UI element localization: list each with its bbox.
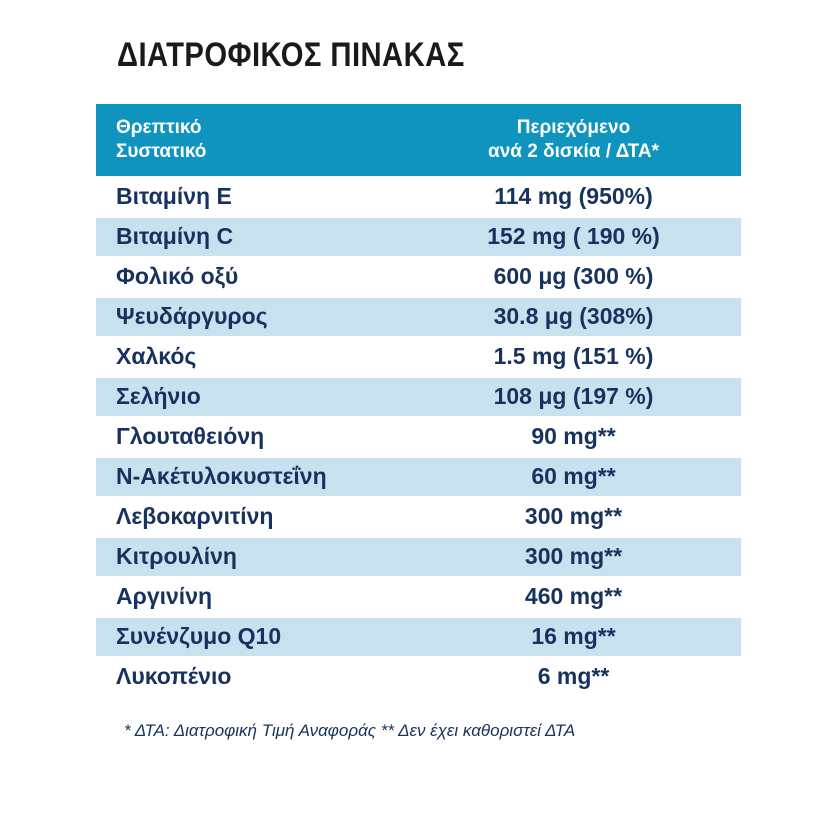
nutrient-value: 114 mg (950%) (494, 183, 653, 210)
table-row (96, 618, 741, 656)
header-content-line1: Περιεχόμενο (516, 117, 631, 138)
table-row (96, 498, 741, 536)
nutrient-name: Βιταμίνη C (116, 223, 234, 250)
table-row (96, 338, 741, 376)
nutrient-name: Κιτρουλίνη (116, 543, 237, 570)
nutrient-value: 300 mg** (524, 503, 623, 530)
nutrient-name: Φολικό οξύ (116, 263, 239, 290)
nutrient-value: 1.5 mg (151 %) (493, 343, 654, 370)
nutrient-value: 108 μg (197 %) (493, 383, 654, 410)
nutrient-name: Ν-Ακέτυλοκυστεΐνη (116, 463, 327, 490)
page-title: ΔΙΑΤΡΟΦΙΚΟΣ ΠΙΝΑΚΑΣ (117, 36, 465, 74)
table-row (96, 298, 741, 336)
nutrient-value: 16 mg** (531, 623, 616, 650)
nutrition-table (96, 104, 741, 698)
header-nutrient (96, 104, 416, 176)
header-content (416, 104, 741, 176)
table-body (96, 178, 741, 696)
nutrient-name: Σελήνιο (116, 383, 201, 410)
header-content-line2: ανά 2 δισκία / ΔΤΑ* (488, 141, 659, 162)
nutrient-name: Γλουταθειόνη (116, 423, 265, 450)
table-row (96, 658, 741, 696)
nutrient-value: 60 mg** (531, 463, 616, 490)
table-row (96, 258, 741, 296)
table-row (96, 578, 741, 616)
nutrient-value: 600 μg (300 %) (493, 263, 654, 290)
nutrient-value: 6 mg** (537, 663, 610, 690)
table-row (96, 178, 741, 216)
nutrient-value: 300 mg** (524, 543, 623, 570)
footnote: * ΔΤΑ: Διατροφική Τιμή Αναφοράς ** Δεν έχει καθοριστεί ΔΤΑ (124, 721, 576, 740)
nutrient-value: 460 mg** (524, 583, 623, 610)
table-row (96, 538, 741, 576)
table-row (96, 458, 741, 496)
nutrient-name: Βιταμίνη Ε (116, 183, 232, 210)
nutrient-value: 30.8 μg (308%) (493, 303, 654, 330)
header-nutrient-line1: Θρεπτικό (116, 117, 202, 138)
nutrient-name: Λεβοκαρνιτίνη (116, 503, 274, 530)
table-row (96, 418, 741, 456)
nutrient-value: 90 mg** (531, 423, 616, 450)
nutrient-name: Συνένζυμο Q10 (116, 623, 282, 650)
nutrient-name: Αργινίνη (116, 583, 213, 610)
table-row (96, 218, 741, 256)
nutrient-name: Ψευδάργυρος (116, 303, 268, 330)
header-nutrient-line2: Συστατικό (116, 141, 207, 162)
table-header (96, 104, 741, 176)
nutrient-name: Λυκοπένιο (116, 663, 232, 690)
table-row (96, 378, 741, 416)
nutrient-value: 152 mg ( 190 %) (487, 223, 660, 250)
nutrient-name: Χαλκός (116, 343, 197, 370)
